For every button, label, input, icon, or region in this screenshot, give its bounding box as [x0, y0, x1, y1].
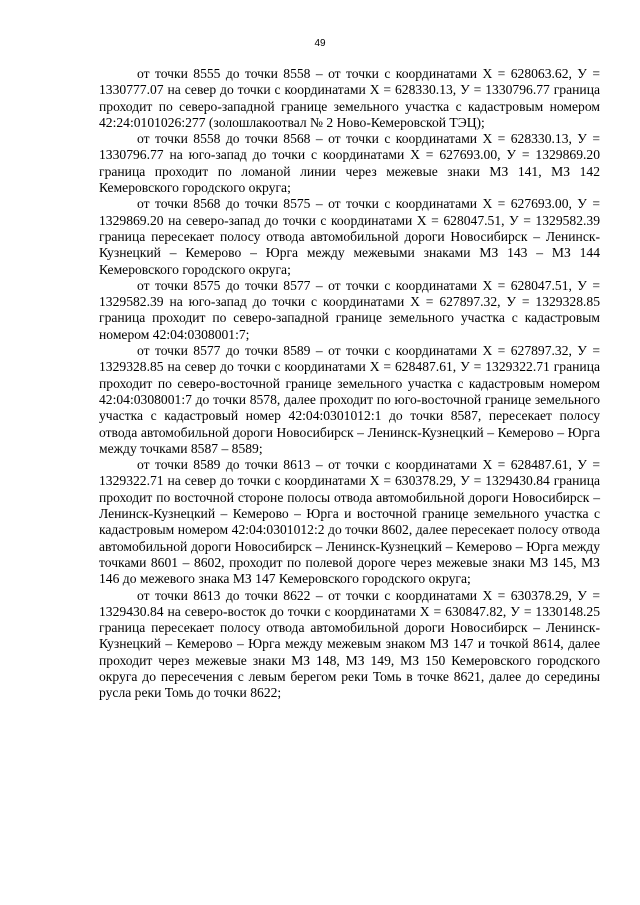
page-number: 49 — [314, 38, 326, 49]
boundary-paragraph-8555-8558: от точки 8555 до точки 8558 – от точки с координатами Х = 628063.62, У = 1330777.07 на север до точки с координатами Х = 628330.13, У = 1330796.77 граница проходит по северо-западной границе земельного участка с кадастровым номером 42:24:0101026:277 (золошлакоотвал № 2 Ново-Кемеровской ТЭЦ); — [99, 66, 600, 130]
boundary-paragraph-8558-8568: от точки 8558 до точки 8568 – от точки с координатами Х = 628330.13, У = 1330796.77 на юго-запад до точки с координатами Х = 627693.00, У = 1329869.20 граница проходит по ломаной линии через межевые знаки МЗ 141, МЗ 142 Кемеровского городского округа; — [99, 131, 600, 196]
document-body — [99, 66, 600, 702]
boundary-paragraph-8589-8613: от точки 8589 до точки 8613 – от точки с координатами Х = 628487.61, У = 1329322.71 на север до точки с координатами Х = 630378.29, У = 1329430.84 граница проходит по восточной стороне полосы отвода автомобильной дороги Новосибирск – Ленинск-Кузнецкий – Кемерово – Юрга и восточной границе земельного участка с кадастровым номером 42:04:0301012:2 до точки 8602, далее пересекает полосу отвода автомобильной дороги Новосибирск – Ленинск-Кузнецкий – Кемерово – Юрга между точками 8601 – 8602, проходит по полевой дороге через межевые знаки МЗ 145, МЗ 146 до межевого знака МЗ 147 Кемеровского городского округа; — [99, 457, 600, 587]
boundary-paragraph-8568-8575: от точки 8568 до точки 8575 – от точки с координатами Х = 627693.00, У = 1329869.20 на северо-запад до точки с координатами Х = 628047.51, У = 1329582.39 граница пересекает полосу отвода автомобильной дороги Новосибирск – Ленинск-Кузнецкий – Кемерово – Юрга между межевыми знаками МЗ 143 – МЗ 144 Кемеровского городского округа; — [99, 196, 600, 277]
boundary-paragraph-8575-8577: от точки 8575 до точки 8577 – от точки с координатами Х = 628047.51, У = 1329582.39 на юго-запад до точки с координатами Х = 627897.32, У = 1329328.85 граница проходит по северо-западной границе земельного участка с кадастровым номером 42:04:0308001:7; — [99, 277, 600, 342]
boundary-paragraph-8577-8589: от точки 8577 до точки 8589 – от точки с координатами Х = 627897.32, У = 1329328.85 на север до точки с координатами Х = 628487.61, У = 1329322.71 граница проходит по северо-восточной границе земельного участка с кадастровым номером 42:04:0308001:7 до точки 8578, далее проходит по юго-восточной границе земельного участка с кадастровый номер 42:04:0301012:1 до точки 8587, пересекает полосу отвода автомобильной дороги Новосибирск – Ленинск-Кузнецкий – Кемерово – Юрга между точками 8587 – 8589; — [99, 343, 600, 456]
boundary-paragraph-8613-8622: от точки 8613 до точки 8622 – от точки с координатами Х = 630378.29, У = 1329430.84 на северо-восток до точки с координатами Х = 630847.82, У = 1330148.25 граница пересекает полосу отвода автомобильной дороги Новосибирск – Ленинск-Кузнецкий – Кемерово – Юрга между межевым знаком МЗ 147 и точкой 8614, далее проходит через межевые знаки МЗ 148, МЗ 149, МЗ 150 Кемеровского городского округа до пересечения с левым берегом реки Томь в точке 8621, далее до середины русла реки Томь до точки 8622; — [99, 587, 600, 701]
